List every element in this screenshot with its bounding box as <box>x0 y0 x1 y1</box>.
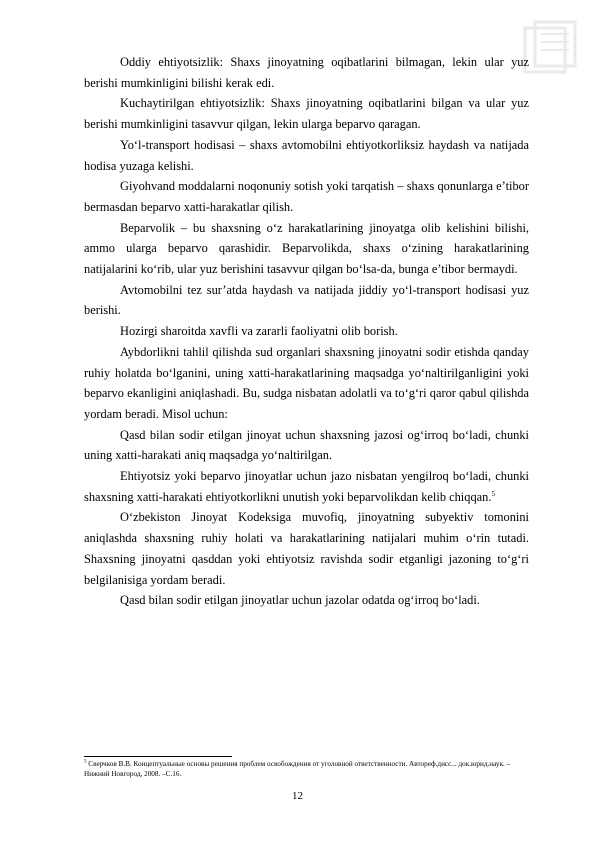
paragraph: Qasd bilan sodir etilgan jinoyat uchun shaxsning jazosi og‘irroq bo‘ladi, chunki uning xatti-harakati aniq maqsadga yo‘naltirilgan. <box>84 427 529 463</box>
paragraph-with-footnote <box>84 466 529 507</box>
footnote-marker: 5 <box>84 759 87 765</box>
paragraph: Kuchaytirilgan ehtiyotsizlik: Shaxs jinoyatning oqibatlarini bilgan va ular yuz berishi mumkinligini tasavvur qilgan, lekin ularga beparvo qaragan. <box>84 96 529 132</box>
paragraph: Aybdorlikni tahlil qilishda sud organlari shaxsning jinoyatni sodir etishda qanday ruhiy holatda bo‘lganini, uning xatti-harakatlarining maqsadga yo‘naltirilganligini yoki beparvo ekanligini aniqlashadi. Bu, sudga nisbatan adolatli va to‘g‘ri qaror qabul qilishda yordam beradi. Misol uchun: <box>84 344 529 421</box>
paragraph: Beparvolik – bu shaxsning o‘z harakatlarining jinoyatga olib kelishini bilishi, ammo ularga beparvo qarashidir. Beparvolikda, shaxs o‘zining harakatlarining natijalarini ko‘rib, ular yuz berishini tasavvur qilgan bo‘lsa-da, bunga e’tibor bermaydi. <box>84 220 529 277</box>
paragraph: Qasd bilan sodir etilgan jinoyatlar uchun jazolar odatda og‘irroq bo‘ladi. <box>120 593 480 608</box>
paragraph: Oddiy ehtiyotsizlik: Shaxs jinoyatning oqibatlarini bilmagan, lekin ular yuz berishi mumkinligini bilishi kerak edi. <box>84 55 529 90</box>
page-number: 12 <box>292 790 303 802</box>
paragraph: Avtomobilni tez sur’atda haydash va natijada jiddiy yo‘l-transport hodisasi yuz berishi. <box>84 282 529 318</box>
footnote <box>84 759 529 779</box>
paragraph-text: Ehtiyotsiz yoki beparvo jinoyatlar uchun jazo nisbatan yengilroq bo‘ladi, chunki shaxsning xatti-harakati ehtiyotkorlikni unutish yoki beparvolikdan kelib chiqqan. <box>84 469 529 504</box>
paragraph: Giyohvand moddalarni noqonuniy sotish yoki tarqatish – shaxs qonunlarga e’tibor bermasdan beparvo xatti-harakatlar qilish. <box>84 179 529 214</box>
footnote-text: Сверчков В.В. Концептуальные основы решения проблем освобождения от уголовной ответственности. Автореф.дисс... док.юрид.наук. – Нижний Новгород, 2008. –С.16. <box>84 760 511 778</box>
paragraph: O‘zbekiston Jinoyat Kodeksiga muvofiq, jinoyatning subyektiv tomonini aniqlashda shaxsning ruhiy holati va harakatlarining natijalari muhim o‘rin tutadi. Shaxsning jinoyatni qasddan yoki ehtiyotsiz ravishda sodir etganligi jazoning to‘g‘ri belgilanisiga yordam beradi. <box>84 510 529 587</box>
footnote-reference[interactable]: 5 <box>491 489 495 498</box>
paragraph: Hozirgi sharoitda xavfli va zararli faoliyatni olib borish. <box>120 324 398 339</box>
body-text <box>84 52 529 611</box>
paragraph: Yo‘l-transport hodisasi – shaxs avtomobilni ehtiyotkorliksiz haydash va natijada hodisa yuzaga kelishi. <box>84 137 529 173</box>
footnote-divider <box>84 756 232 757</box>
